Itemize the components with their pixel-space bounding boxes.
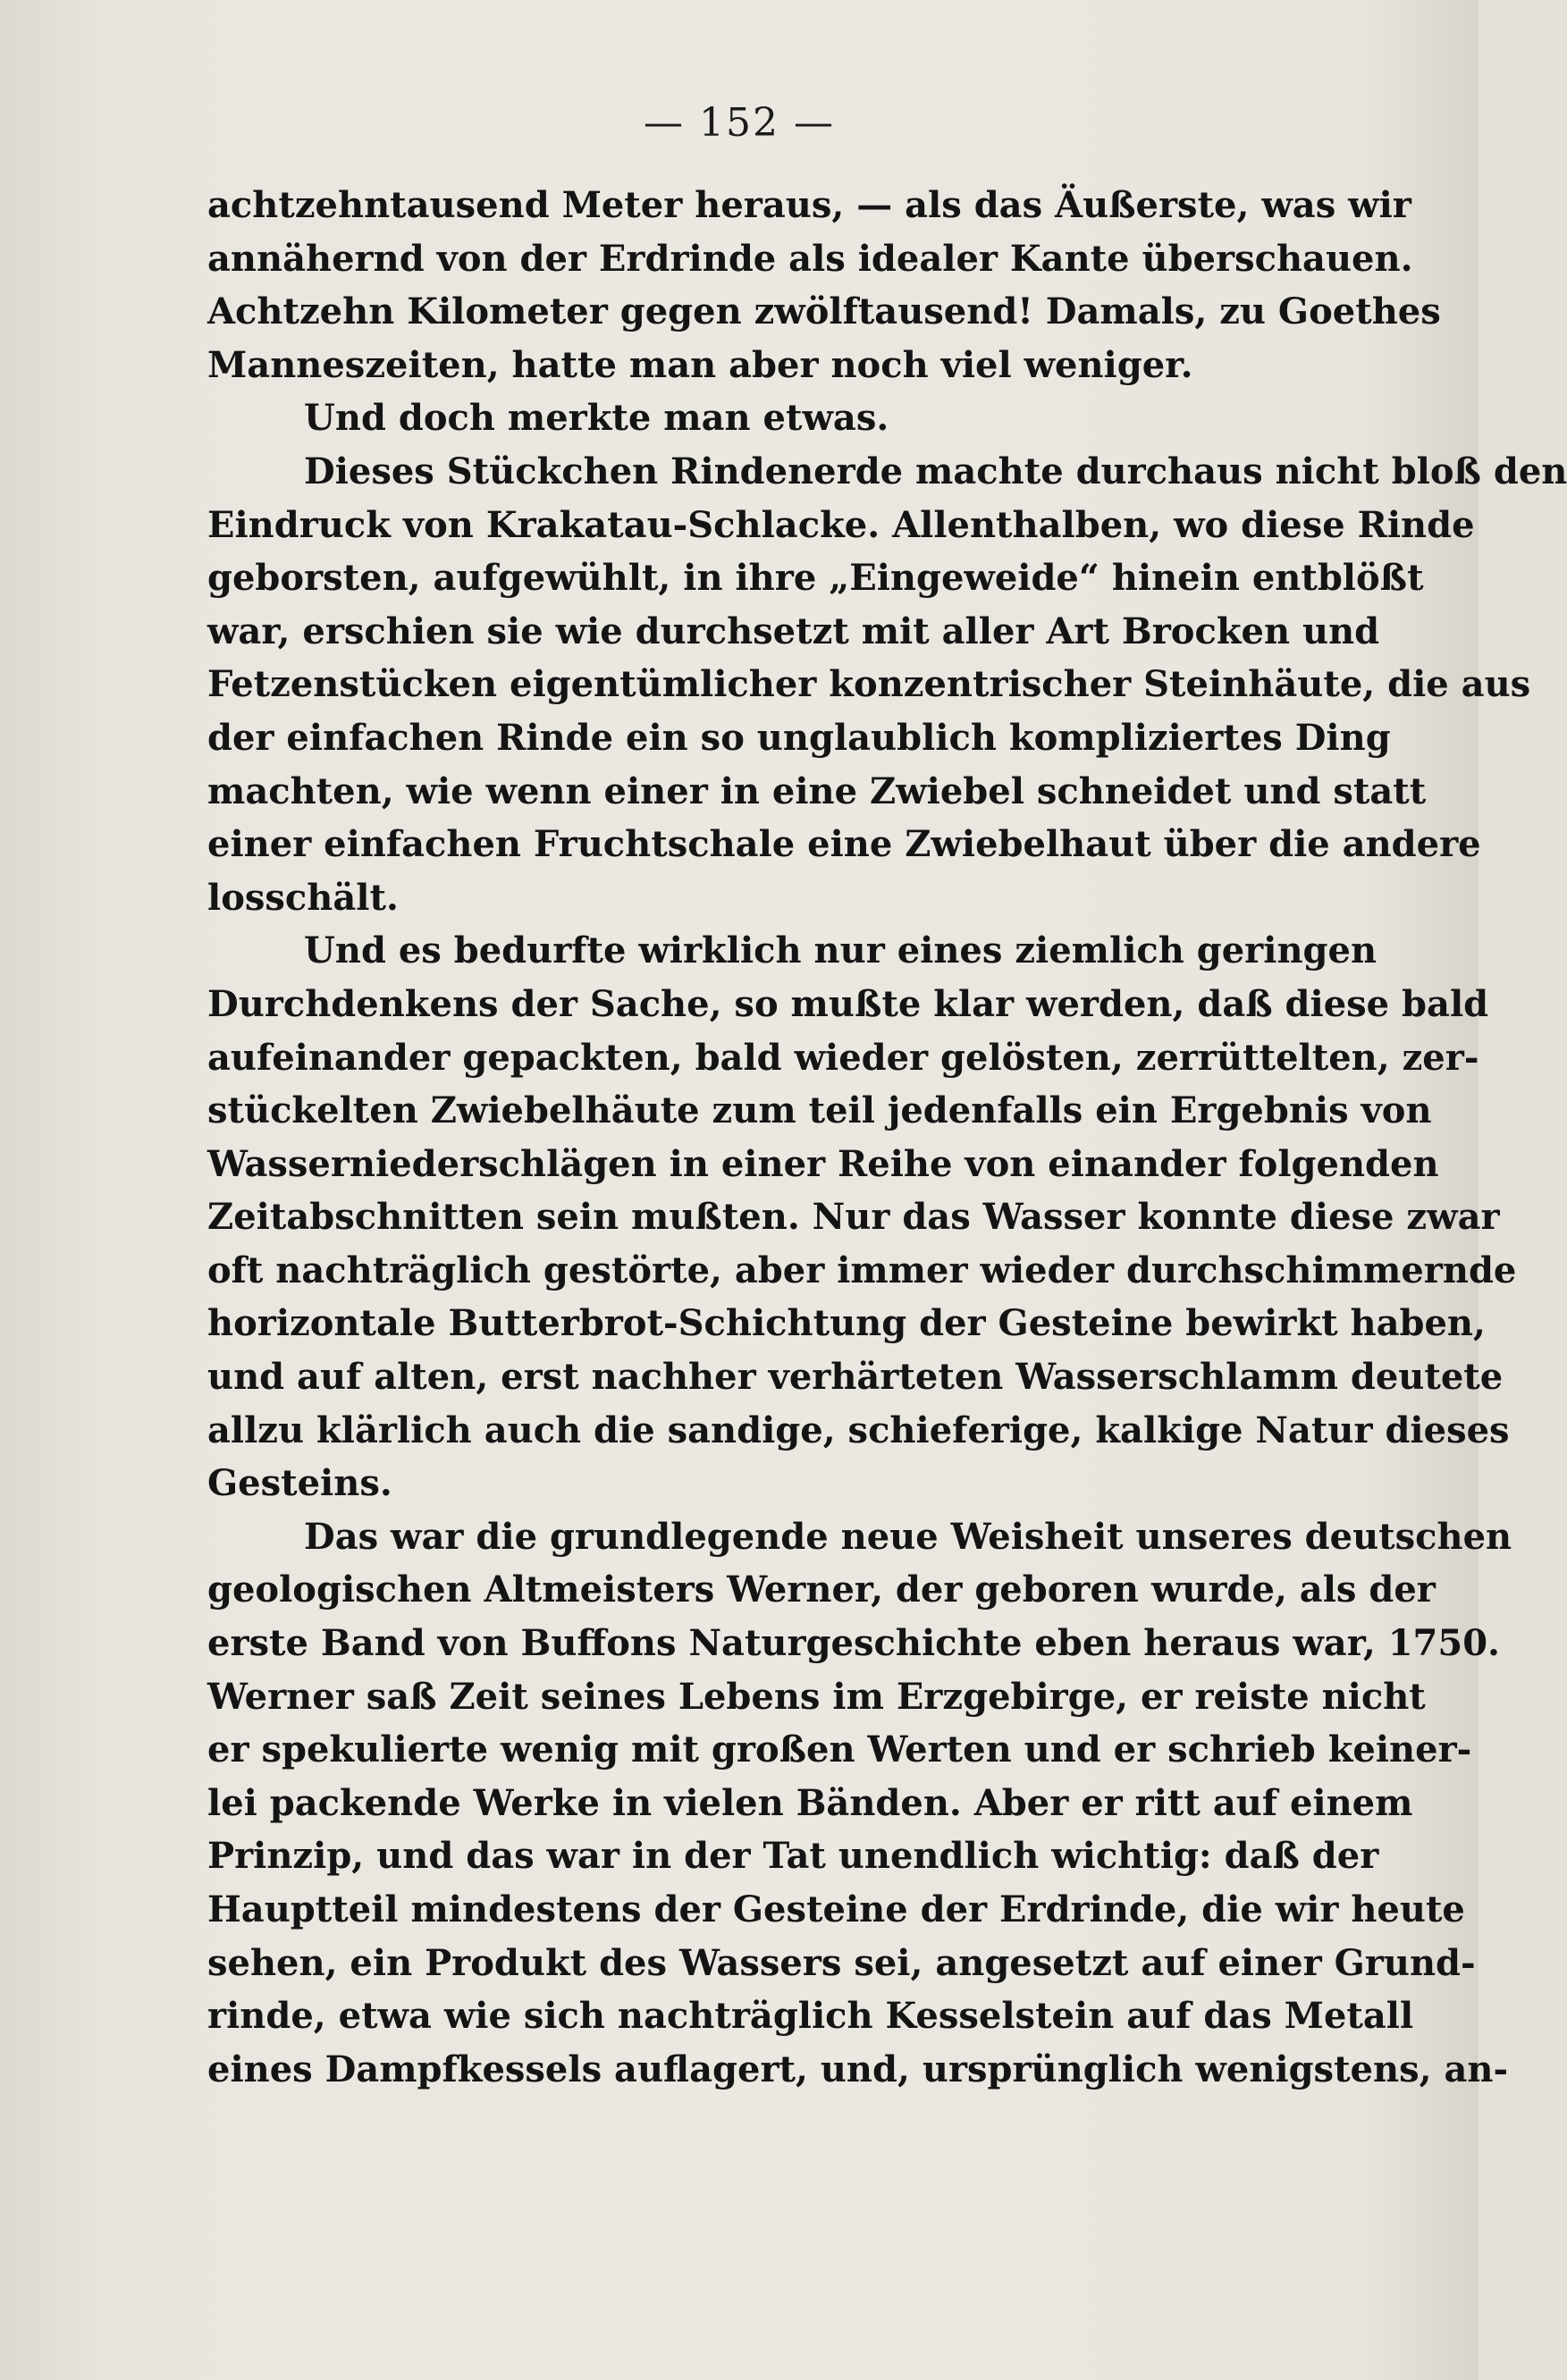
text-line: erste Band von Buffons Naturgeschichte eben heraus war, 1750. [207, 1622, 1500, 1665]
text-line: allzu klärlich auch die sandige, schieferige, kalkige Natur dieses [207, 1409, 1510, 1451]
text-line: der einfachen Rinde ein so unglaublich kompliziertes Ding [207, 716, 1391, 759]
text-line: Eindruck von Krakatau-Schlacke. Allenthalben, wo diese Rinde [207, 503, 1475, 546]
text-line: sehen, ein Produkt des Wassers sei, angesetzt auf einer Grund- [207, 1941, 1476, 1984]
text-line: stückelten Zwiebelhäute zum teil jedenfalls ein Ergebnis von [207, 1089, 1432, 1132]
text-line: eines Dampfkessels auflagert, und, ursprünglich wenigstens, an- [207, 2048, 1509, 2090]
text-line: Hauptteil mindestens der Gesteine der Erdrinde, die wir heute [207, 1888, 1465, 1930]
text-line: Achtzehn Kilometer gegen zwölftausend! Damals, zu Goethes [207, 290, 1441, 333]
text-line: Gesteins. [207, 1462, 392, 1505]
text-line: geborsten, aufgewühlt, in ihre „Eingeweide“ hinein entblößt [207, 557, 1424, 600]
text-line: Dieses Stückchen Rindenerde machte durchaus nicht bloß den [304, 450, 1567, 492]
text-line: Werner saß Zeit seines Lebens im Erzgebirge, er reiste nicht [207, 1675, 1426, 1718]
text-line: aufeinander gepackten, bald wieder gelösten, zerrüttelten, zer- [207, 1036, 1479, 1079]
text-line: Zeitabschnitten sein mußten. Nur das Wasser konnte diese zwar [207, 1196, 1500, 1239]
text-line: machten, wie wenn einer in eine Zwiebel schneidet und statt [207, 770, 1427, 812]
text-line: Wasserniederschlägen in einer Reihe von einander folgenden [207, 1142, 1439, 1185]
text-line: geologischen Altmeisters Werner, der geboren wurde, als der [207, 1568, 1436, 1611]
text-line: Durchdenkens der Sache, so mußte klar werden, daß diese bald [207, 982, 1489, 1025]
text-line: und auf alten, erst nachher verhärteten Wasserschlamm deutete [207, 1356, 1504, 1399]
text-line: war, erschien sie wie durchsetzt mit aller Art Brocken und [207, 610, 1380, 652]
text-line: annähernd von der Erdrinde als idealer Kante überschauen. [207, 237, 1413, 280]
text-line: horizontale Butterbrot-Schichtung der Gesteine bewirkt haben, [207, 1302, 1486, 1345]
text-line: Das war die grundlegende neue Weisheit unseres deutschen [304, 1515, 1512, 1558]
text-line: rinde, etwa wie sich nachträglich Kesselstein auf das Metall [207, 1995, 1414, 2038]
text-line: Und doch merkte man etwas. [304, 397, 889, 440]
text-line: achtzehntausend Meter heraus, — als das Äußerste, was wir [207, 184, 1411, 226]
text-line: losschält. [207, 876, 399, 919]
text-line: lei packende Werke in vielen Bänden. Aber er ritt auf einem [207, 1781, 1413, 1824]
body-text [207, 179, 1567, 2096]
page-number: — 152 — [644, 100, 835, 146]
text-line: Und es bedurfte wirklich nur eines ziemlich geringen [304, 929, 1377, 972]
text-line: Fetzenstücken eigentümlicher konzentrischer Steinhäute, die aus [207, 663, 1531, 706]
text-line: Manneszeiten, hatte man aber noch viel weniger. [207, 343, 1193, 386]
text-line: er spekulierte wenig mit großen Werten und er schrieb keiner- [207, 1728, 1472, 1771]
text-line: Prinzip, und das war in der Tat unendlich wichtig: daß der [207, 1835, 1379, 1878]
text-line: oft nachträglich gestörte, aber immer wieder durchschimmernde [207, 1249, 1517, 1291]
text-line: einer einfachen Fruchtschale eine Zwiebelhaut über die andere [207, 823, 1481, 866]
